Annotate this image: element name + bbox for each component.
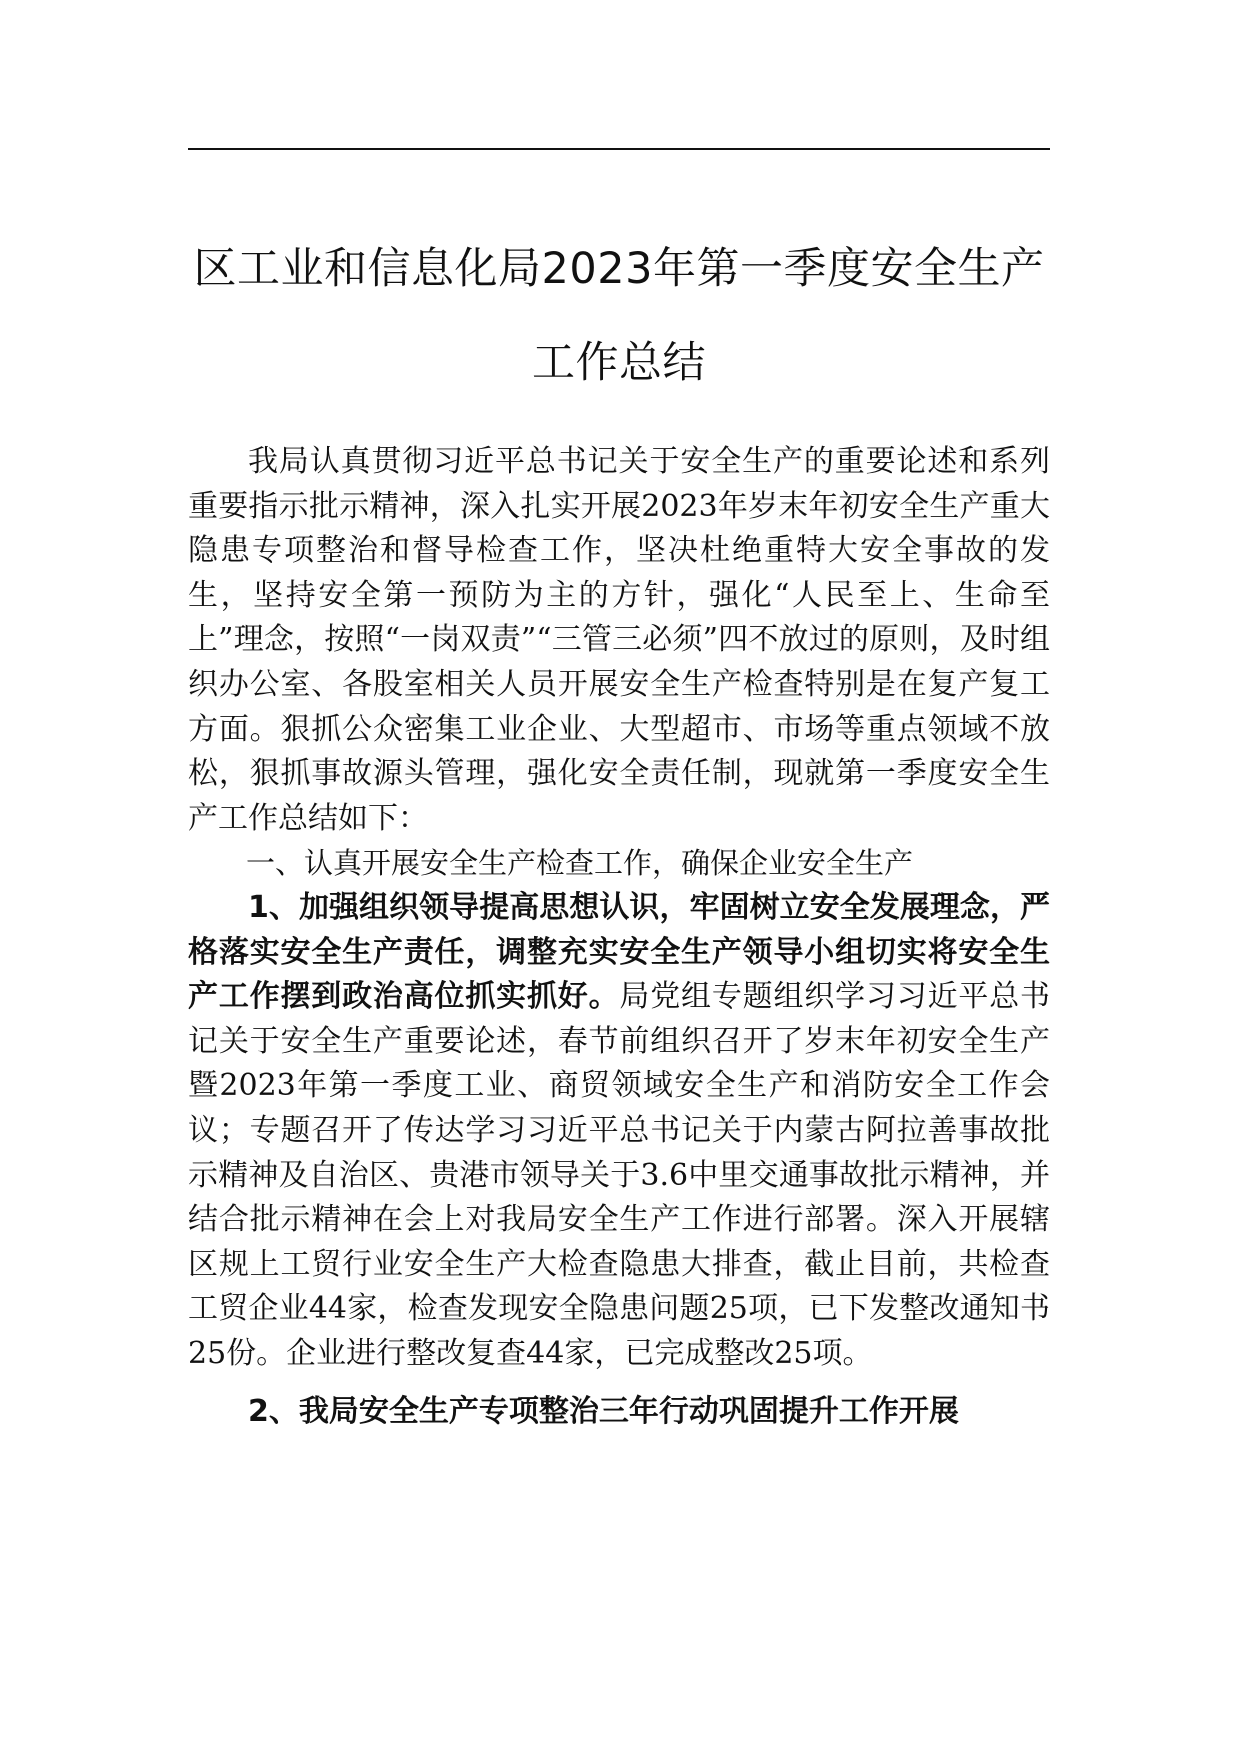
document-title: 区工业和信息化局2023年第一季度安全生产工作总结 (193, 244, 1045, 388)
document-body (188, 440, 1050, 1435)
item-2-paragraph (188, 1390, 1050, 1435)
item-1-lead: 1、加强组织领导提高思想认识，牢固树立安全发展理念，严格落实安全生产责任，调整充实安全生产领导小组切实将安全生产工作摆到政治高位抓实抓好。 (188, 889, 1050, 1015)
header-rule (188, 148, 1050, 150)
intro-paragraph: 我局认真贯彻习近平总书记关于安全生产的重要论述和系列重要指示批示精神，深入扎实开展2023年岁末年初安全生产重大隐患专项整治和督导检查工作，坚决杜绝重特大安全事故的发生，坚持安全第一预防为主的方针，强化“人民至上、生命至上”理念，按照“一岗双责”“三管三必须”四不放过的原则，及时组织办公室、各股室相关人员开展安全生产检查特别是在复产复工方面。狠抓公众密集工业企业、大型超市、市场等重点领域不放松，狠抓事故源头管理，强化安全责任制，现就第一季度安全生产工作总结如下： (188, 444, 1050, 836)
item-1-text: 局党组专题组织学习习近平总书记关于安全生产重要论述，春节前组织召开了岁末年初安全生产暨2023年第一季度工业、商贸领域安全生产和消防安全工作会议；专题召开了传达学习习近平总书记关于内蒙古阿拉善事故批示精神及自治区、贵港市领导关于3.6中里交通事故批示精神，并结合批示精神在会上对我局安全生产工作进行部署。深入开展辖区规上工贸行业安全生产大检查隐患大排查，截止目前，共检查工贸企业44家，检查发现安全隐患问题25项，已下发整改通知书25份。企业进行整改复查44家，已完成整改25项。 (188, 979, 1051, 1371)
item-1-paragraph (188, 886, 1050, 1377)
item-2-lead: 2、我局安全生产专项整治三年行动巩固提升工作开展 (248, 1394, 959, 1430)
section-heading-1: 一、认真开展安全生产检查工作，确保企业安全生产 (246, 846, 914, 881)
